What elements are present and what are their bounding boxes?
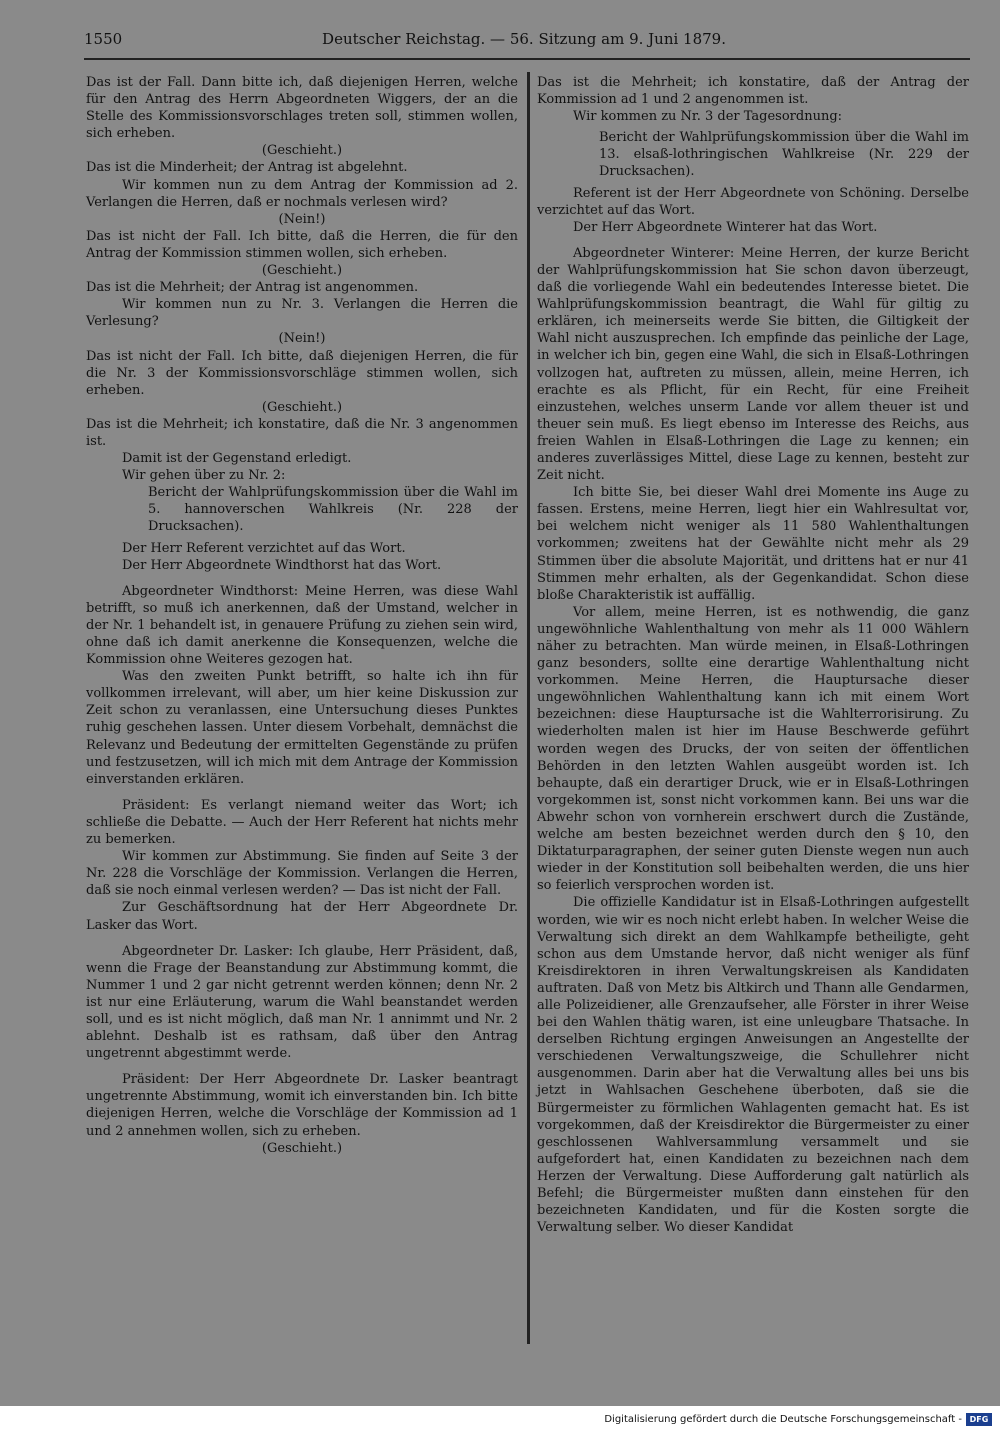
right-column — [537, 74, 969, 1236]
paragraph: Referent ist der Herr Abgeordnete von Schöning. Derselbe verzichtet auf das Wort. — [537, 185, 969, 218]
paragraph: Bericht der Wahlprüfungskommission über die Wahl im 5. hannoverschen Wahlkreis (Nr. 228 der Drucksachen). — [148, 485, 518, 535]
paragraph: Wir kommen nun zu dem Antrag der Kommission ad 2. Verlangen die Herren, daß er nochmals verlesen wird? — [86, 177, 518, 210]
paragraph: (Geschieht.) — [261, 143, 343, 159]
paragraph: Das ist nicht der Fall. Ich bitte, daß die Herren, die für den Antrag der Kommission stimmen wollen, sich erheben. — [86, 228, 518, 261]
paragraph: Das ist die Mehrheit; der Antrag ist angenommen. — [86, 280, 419, 296]
paragraph: Der Herr Abgeordnete Winterer hat das Wort. — [573, 219, 878, 235]
paragraph: Damit ist der Gegenstand erledigt. — [122, 451, 352, 467]
paragraph: Zur Geschäftsordnung hat der Herr Abgeordnete Dr. Lasker das Wort. — [86, 900, 518, 933]
paragraph: Abgeordneter Windthorst: Meine Herren, was diese Wahl betrifft, so muß ich anerkennen, daß der Umstand, welcher in der Nr. 1 behandelt ist, in genauere Prüfung zu ziehen sein wird, ohne daß ich damit anerkenne die Konsequenzen, welche die Kommission ohne Weiteres gezogen hat. — [86, 583, 518, 668]
paragraph: Abgeordneter Winterer: Meine Herren, der kurze Bericht der Wahlprüfungskommission hat Sie schon davon überzeugt, daß die vorliegende Wahl ein bedeutendes Interesse bietet. Die Wahlprüfungskommission beantragt, die Wahl für giltig zu erklären, ich meinerseits werde Sie bitten, die Giltigkeit der Wahl nicht auszusprechen. Ich empfinde das peinliche der Lage, in welcher ich bin, gegen eine Wahl, die sich in Elsaß-Lothringen vollzogen hat, auftreten zu müssen, allein, meine Herren, ich erachte es als Pflicht, für ein Recht, für eine Freiheit einzustehen, welches unserm Lande vor allem theuer ist und theuer sein muß. Es liegt ebenso im Interesse des Reichs, aus freien Wahlen in Elsaß-Lothringen die Lage zu kennen; ein anderes zuverlässiges Mittel, diese Lage zu kennen, besteht zur Zeit nicht. — [537, 245, 969, 484]
paragraph: (Geschieht.) — [261, 1140, 343, 1156]
paragraph: Der Herr Abgeordnete Windthorst hat das Wort. — [122, 557, 442, 573]
header-rule — [84, 58, 970, 60]
footer — [0, 1406, 1000, 1432]
paragraph: (Geschieht.) — [261, 399, 343, 415]
paragraph: Was den zweiten Punkt betrifft, so halte ich ihn für vollkommen irrelevant, will aber, um hier keine Diskussion zur Zeit schon zu veranlassen, eine Untersuchung dieses Punktes ruhig geschehen lassen. Unter diesem Vorbehalt, demnächst die Relevanz und Bedeutung der ermittelten Gegenstände zu prüfen und festzusetzen, will ich mich mit dem Antrage der Kommission einverstanden erklären. — [86, 669, 518, 787]
paragraph: Abgeordneter Dr. Lasker: Ich glaube, Herr Präsident, daß, wenn die Frage der Beanstandung zur Abstimmung kommt, die Nummer 1 und 2 gar nicht getrennt werden können; denn Nr. 2 ist nur eine Erläuterung, warum die Wahl beanstandet werden soll, und es ist nicht möglich, daß man Nr. 1 annimmt und Nr. 2 ablehnt. Deshalb ist es rathsam, daß über den Antrag ungetrennt abgestimmt werde. — [86, 943, 518, 1062]
dfg-logo: DFG — [966, 1413, 992, 1426]
footer-credit: Digitalisierung gefördert durch die Deutsche Forschungsgemeinschaft - — [604, 1414, 962, 1425]
paragraph: Der Herr Referent verzichtet auf das Wort. — [122, 540, 406, 556]
paragraph: Die offizielle Kandidatur ist in Elsaß-Lothringen aufgestellt worden, wie wir es noch nicht erlebt haben. In welcher Weise die Verwaltung sich direkt an dem Wahlkampfe betheiligte, geht schon aus dem Umstande hervor, daß nicht weniger als fünf Kreisdirektoren in ihren Verwaltungskreisen als Kandidaten auftraten. Daß von Metz bis Altkirch und Thann alle Gendarmen, alle Polizeidiener, alle Grenzaufseher, alle Förster in ihrer Weise bei den Wahlen thätig waren, ist eine unleugbare Thatsache. In derselben Richtung ergingen Anweisungen an Angestellte der verschiedenen Verwaltungszweige, die Schullehrer nicht ausgenommen. Darin aber hat die Verwaltung alles bei uns bis jetzt in Wahlsachen Geschehene überboten, daß sie die Bürgermeister zu förmlichen Wahlagenten gemacht hat. Es ist vorgekommen, daß der Kreisdirektor die Bürgermeister zu einer geschlossenen Wahlversammlung versammelt und sie aufgefordert hat, einen Kandidaten zu bezeichnen nach dem Herzen der Verwaltung. Diese Aufforderung galt natürlich als Befehl; die Bürgermeister mußten dann einstehen für den bezeichneten Kandidaten, und für die Kosten sorgte die Verwaltung selber. Wo dieser Kandidat — [537, 895, 969, 1236]
paragraph: (Nein!) — [278, 211, 326, 227]
paragraph: Ich bitte Sie, bei dieser Wahl drei Momente ins Auge zu fassen. Erstens, meine Herren, liegt hier ein Wahlresultat vor, bei welchem nicht weniger als 11 580 Wahlenthaltungen vorkommen; zweitens hat der Gewählte nicht mehr als 29 Stimmen über die absolute Majorität, und drittens hat er nur 41 Stimmen mehr erhalten, als der Gegenkandidat. Schon diese bloße Charakteristik ist auffällig. — [537, 485, 969, 603]
paragraph: Wir kommen zu Nr. 3 der Tagesordnung: — [573, 109, 843, 125]
page-number: 1550 — [84, 30, 123, 48]
paragraph: Das ist nicht der Fall. Ich bitte, daß diejenigen Herren, die für die Nr. 3 der Kommissionsvorschläge stimmen wollen, sich erheben. — [86, 348, 518, 398]
paragraph: (Geschieht.) — [261, 263, 343, 279]
paragraph: Wir kommen nun zu Nr. 3. Verlangen die Herren die Verlesung? — [86, 297, 518, 330]
paragraph: Wir kommen zur Abstimmung. Sie finden auf Seite 3 der Nr. 228 die Vorschläge der Kommission. Verlangen die Herren, daß sie noch einmal verlesen werden? — Das ist nicht der Fall. — [86, 849, 518, 899]
column-divider — [527, 72, 530, 1344]
paragraph: Bericht der Wahlprüfungskommission über die Wahl im 13. elsaß-lothringischen Wahlkreise (Nr. 229 der Drucksachen). — [599, 130, 969, 180]
paragraph: Das ist die Mehrheit; ich konstatire, daß der Antrag der Kommission ad 1 und 2 angenommen ist. — [537, 75, 969, 108]
left-column — [86, 74, 518, 1157]
paragraph: Präsident: Es verlangt niemand weiter das Wort; ich schließe die Debatte. — Auch der Herr Referent hat nichts mehr zu bemerken. — [86, 797, 518, 848]
paragraph: (Nein!) — [278, 331, 326, 347]
running-head: Deutscher Reichstag. — 56. Sitzung am 9. Juni 1879. — [322, 30, 726, 48]
paragraph: Präsident: Der Herr Abgeordnete Dr. Lasker beantragt ungetrennte Abstimmung, womit ich einverstanden bin. Ich bitte diejenigen Herren, welche die Vorschläge der Kommission ad 1 und 2 annehmen wollen, sich zu erheben. — [86, 1072, 518, 1139]
paragraph: Das ist der Fall. Dann bitte ich, daß diejenigen Herren, welche für den Antrag des Herrn Abgeordneten Wiggers, der an die Stelle des Kommissionsvorschlages treten soll, stimmen wollen, sich erheben. — [86, 75, 518, 142]
paragraph: Wir gehen über zu Nr. 2: — [122, 468, 286, 484]
paragraph: Das ist die Minderheit; der Antrag ist abgelehnt. — [86, 160, 408, 176]
paragraph: Das ist die Mehrheit; ich konstatire, daß die Nr. 3 angenommen ist. — [86, 416, 518, 449]
paragraph: Vor allem, meine Herren, ist es nothwendig, die ganz ungewöhnliche Wahlenthaltung von mehr als 11 000 Wählern näher zu betrachten. Man würde meinen, in Elsaß-Lothringen ganz besonders, sollte eine derartige Wahlenthaltung nicht vorkommen. Meine Herren, die Hauptursache dieser ungewöhnlichen Wahlenthaltung kann ich mit einem Wort bezeichnen: diese Hauptursache ist die Wahlterrorisirung. Zu wiederholten malen ist hier im Hause Beschwerde geführt worden wegen des Drucks, der von seiten der öffentlichen Behörden in den letzten Wahlen ausgeübt worden ist. Ich behaupte, daß ein derartiger Druck, wie er in Elsaß-Lothringen vorgekommen ist, sonst nicht vorkommen kann. Bei uns war die Abwehr schon von vornherein erschwert durch die Zustände, welche am besten bezeichnet werden durch den § 10, den Diktaturparagraphen, der seiner guten Dienste wegen nun auch wieder in der Konstitution soll beibehalten werden, die uns hier so feierlich versprochen worden ist. — [537, 604, 969, 894]
page-header — [84, 30, 974, 56]
